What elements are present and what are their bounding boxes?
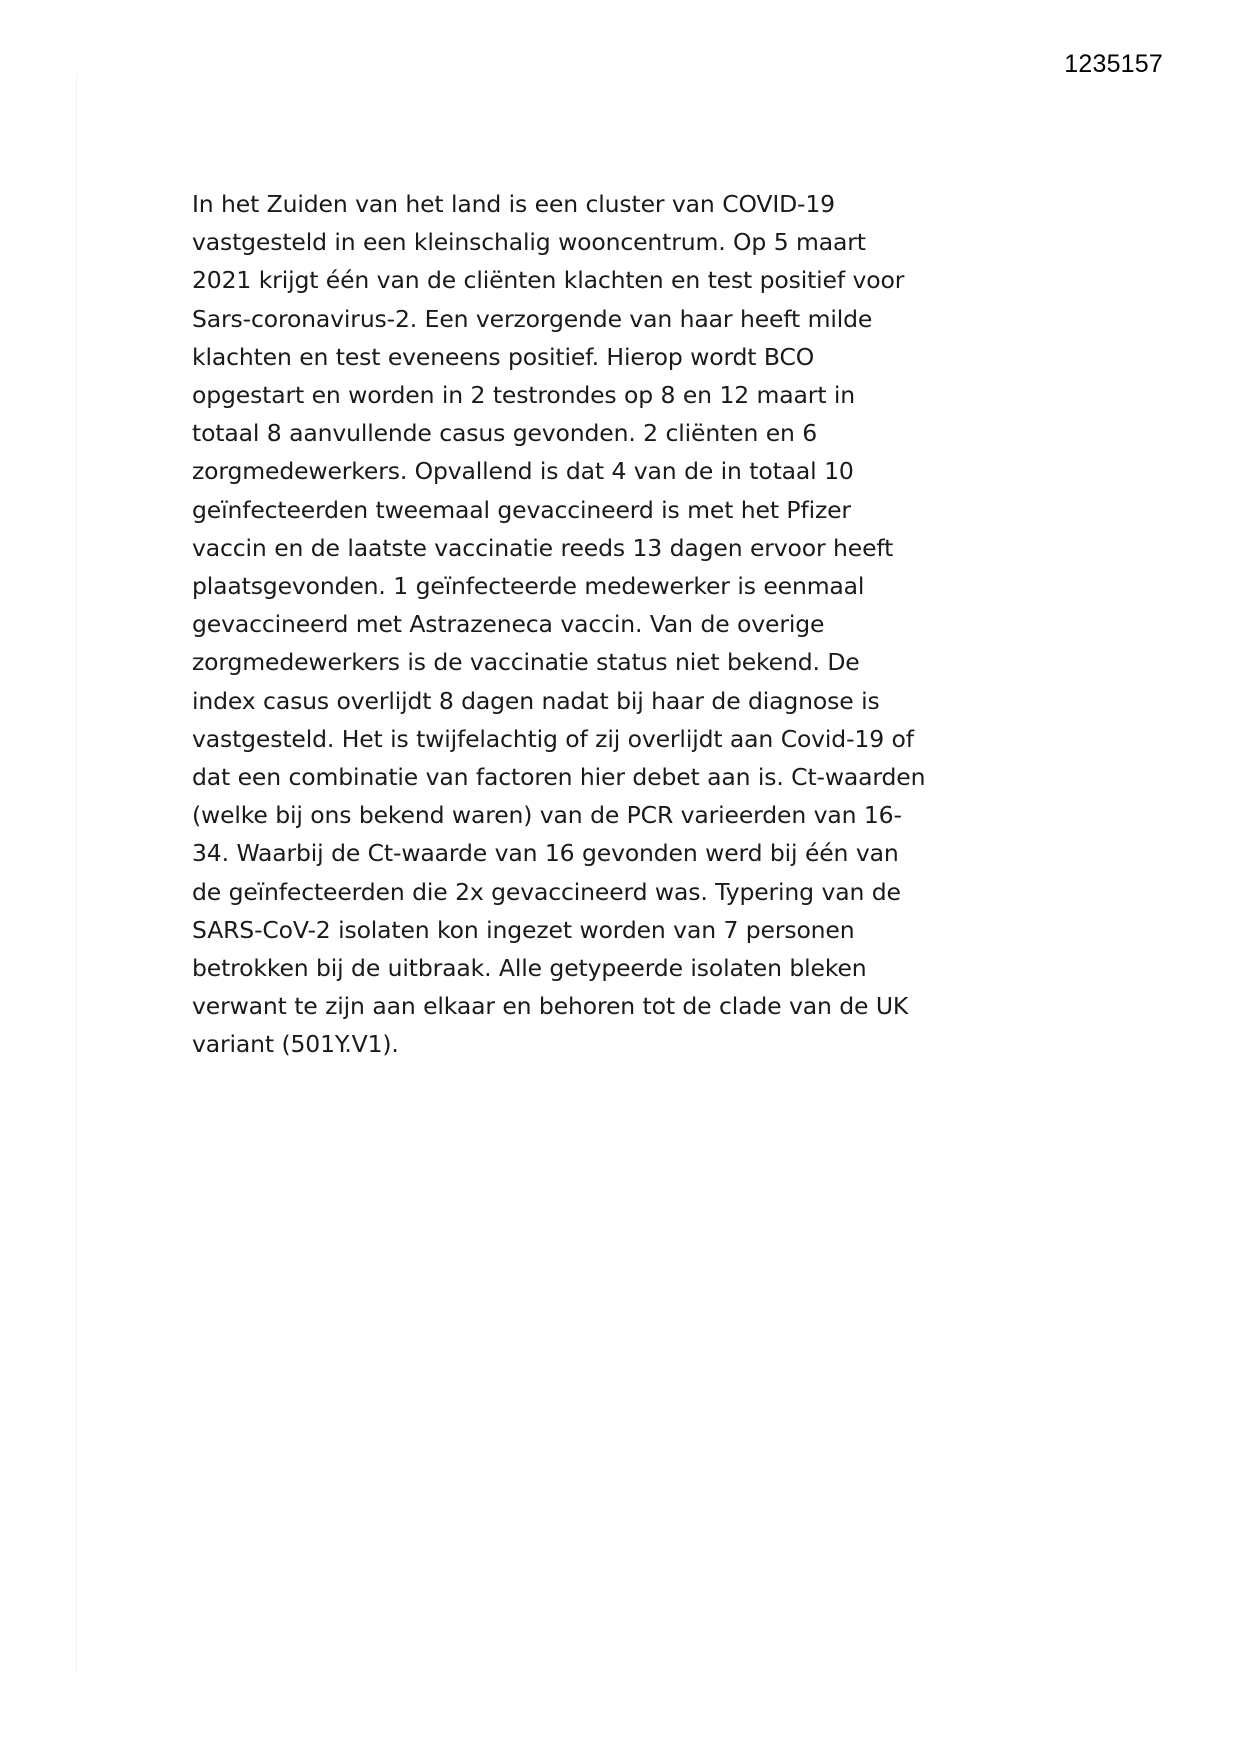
document-identifier: 1235157 bbox=[1064, 50, 1163, 78]
document-body bbox=[192, 185, 927, 1064]
body-paragraph: In het Zuiden van het land is een cluster van COVID-19 vastgesteld in een kleinschalig wooncentrum. Op 5 maart 2021 krijgt één van de cliënten klachten en test positief voor Sars-coronavirus-2. Een verzorgende van haar heeft milde klachten en test eveneens positief. Hierop wordt BCO opgestart en worden in 2 testrondes op 8 en 12 maart in totaal 8 aanvullende casus gevonden. 2 cliënten en 6 zorgmedewerkers. Opvallend is dat 4 van de in totaal 10 geïnfecteerden tweemaal gevaccineerd is met het Pfizer vaccin en de laatste vaccinatie reeds 13 dagen ervoor heeft plaatsgevonden. 1 geïnfecteerde medewerker is eenmaal gevaccineerd met Astrazeneca vaccin. Van de overige zorgmedewerkers is de vaccinatie status niet bekend. De index casus overlijdt 8 dagen nadat bij haar de diagnose is vastgesteld. Het is twijfelachtig of zij overlijdt aan Covid-19 of dat een combinatie van factoren hier debet aan is. Ct-waarden (welke bij ons bekend waren) van de PCR varieerden van 16-34. Waarbij de Ct-waarde van 16 gevonden werd bij één van de geïnfecteerden die 2x gevaccineerd was. Typering van de SARS-CoV-2 isolaten kon ingezet worden van 7 personen betrokken bij de uitbraak. Alle getypeerde isolaten bleken verwant te zijn aan elkaar en behoren tot de clade van de UK variant (501Y.V1). bbox=[192, 190, 926, 1059]
scan-edge-artifact bbox=[76, 74, 77, 1674]
